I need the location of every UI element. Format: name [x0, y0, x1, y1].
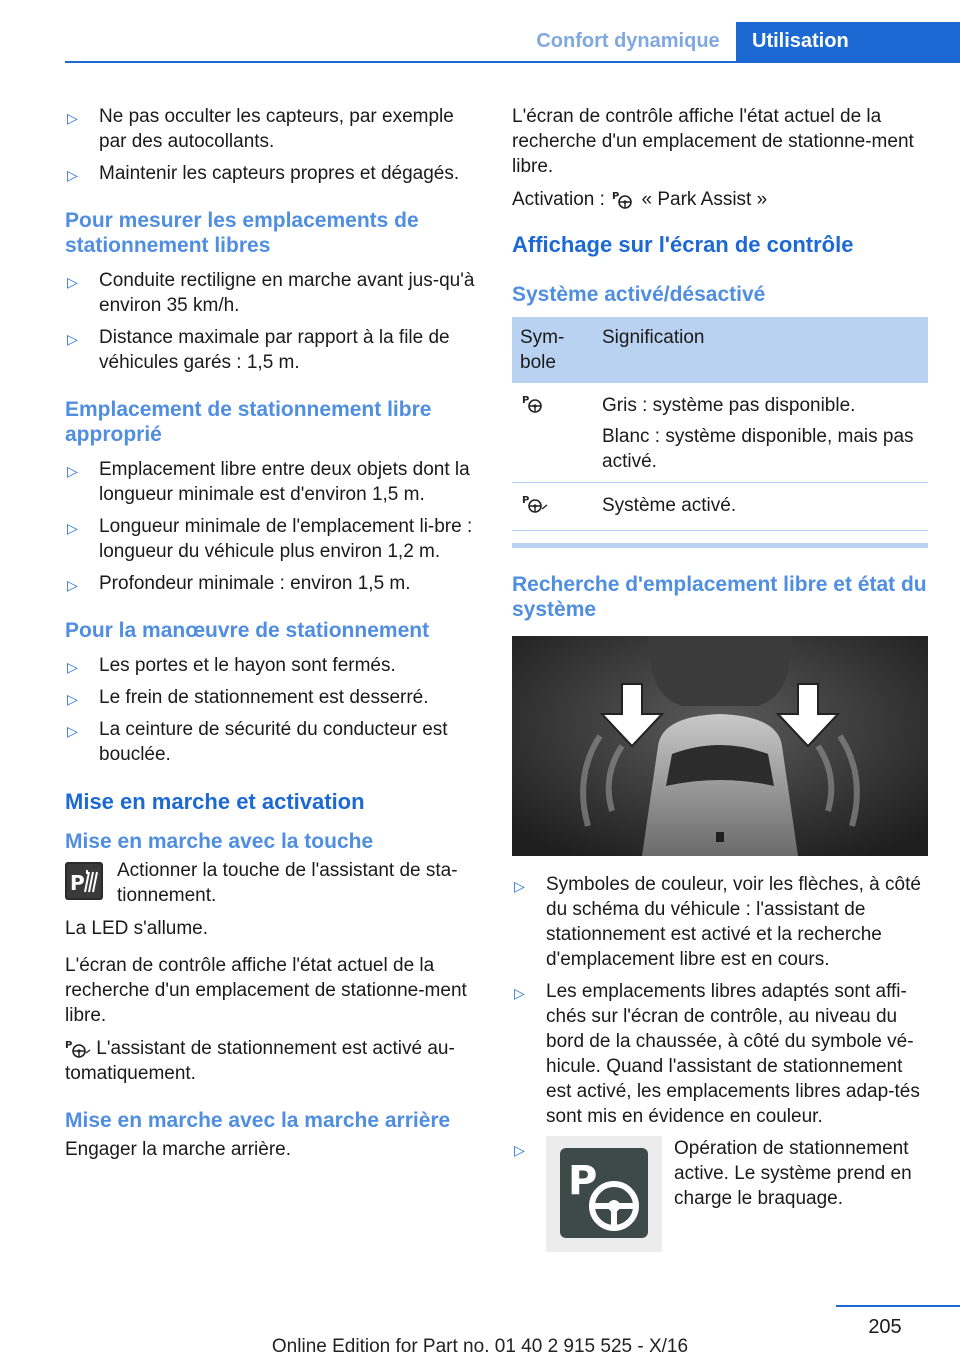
svg-text:P: P	[568, 1158, 598, 1204]
list-item: ▷ Le frein de stationnement est desserré.	[65, 685, 477, 710]
measure-bullet-list	[65, 268, 477, 375]
triangle-bullet-icon: ▷	[67, 331, 78, 347]
list-item: ▷ La ceinture de sécurité du conducteur est bouclée.	[67, 719, 448, 765]
triangle-bullet-icon: ▷	[514, 985, 525, 1001]
triangle-bullet-icon: ▷	[67, 167, 78, 183]
list-item: ▷ Emplacement libre entre deux objets dont la longueur minimale est d'environ 1,5 m.	[67, 459, 470, 505]
triangle-bullet-icon: ▷	[67, 110, 78, 126]
triangle-bullet-icon: ▷	[514, 878, 525, 894]
column-header-symbol: Sym-bole	[512, 317, 594, 383]
start-heading: Mise en marche et activation	[65, 789, 365, 814]
activated-meaning: Système activé.	[594, 483, 928, 531]
park-operation-text: Opération de stationnement active. Le système prend en charge le braquage.	[674, 1138, 912, 1209]
auto-activated-text: P L'assistant de stationnement est activé au-tomatiquement.	[65, 1038, 455, 1084]
triangle-bullet-icon: ▷	[514, 1142, 525, 1158]
header-section: Confort dynamique	[536, 30, 720, 52]
activation-line: Activation : P « Park Assist »	[512, 189, 768, 210]
svg-text:P: P	[522, 395, 530, 406]
park-assist-icon	[610, 189, 636, 211]
edition-footer: Online Edition for Part no. 01 40 2 915 525 - X/16	[271, 1336, 689, 1357]
intro-bullet-list	[65, 104, 477, 186]
triangle-bullet-icon: ▷	[67, 691, 78, 707]
symbol-table	[512, 317, 928, 531]
triangle-bullet-icon: ▷	[67, 577, 78, 593]
list-item: ▷ Maintenir les capteurs propres et dégagés.	[65, 161, 477, 186]
header-chapter: Utilisation	[736, 22, 960, 62]
search-heading: Recherche d'emplacement libre et état du système	[512, 573, 927, 621]
measure-heading: Pour mesurer les emplacements de stationnement libres	[65, 209, 419, 257]
button-heading: Mise en marche avec la touche	[65, 830, 374, 853]
table-header-row	[512, 317, 928, 383]
table-row	[512, 383, 928, 483]
triangle-bullet-icon: ▷	[67, 274, 78, 290]
list-item: ▷ Longueur minimale de l'emplacement li-bre : longueur du véhicule plus environ 1,2 m.	[67, 516, 473, 562]
button-text: Actionner la touche de l'assistant de sta-tionnement.	[117, 860, 458, 906]
left-column	[65, 104, 477, 1170]
screen-status-text: L'écran de contrôle affiche l'état actuel de la recherche d'un emplacement de stationne-ment libre.	[65, 955, 467, 1026]
list-item: ▷ Profondeur minimale : environ 1,5 m.	[65, 571, 477, 596]
space-heading: Emplacement de stationnement libre approprié	[65, 398, 432, 446]
park-assist-activated-icon	[520, 493, 548, 515]
maneuver-heading: Pour la manœuvre de stationnement	[65, 619, 430, 642]
status-heading: Système activé/désactivé	[512, 283, 766, 306]
svg-text:P: P	[522, 495, 530, 506]
led-text: La LED s'allume.	[65, 918, 209, 939]
list-item	[512, 1136, 928, 1258]
reverse-text: Engager la marche arrière.	[65, 1139, 291, 1160]
triangle-bullet-icon: ▷	[67, 659, 78, 675]
park-assist-button-icon	[65, 862, 103, 900]
reverse-heading: Mise en marche avec la marche arrière	[65, 1109, 451, 1132]
svg-text:P: P	[65, 1039, 73, 1051]
parking-steering-icon	[546, 1136, 662, 1252]
vehicle-diagram-image	[512, 636, 928, 856]
list-item: ▷ Conduite rectiligne en marche avant jus-qu'à environ 35 km/h.	[67, 270, 475, 316]
footer-rule	[836, 1305, 960, 1307]
maneuver-bullet-list	[65, 653, 477, 767]
table-end-rule	[512, 543, 928, 548]
display-heading: Affichage sur l'écran de contrôle	[512, 232, 854, 257]
list-item: ▷ Les emplacements libres adaptés sont affi-chés sur l'écran de contrôle, au niveau du bord de la chaussée, à côté du symbole vé-hicule. Quand l'assistant de stationnement est activé, les emplacements libres adap-tés sont mis en évidence en couleur.	[514, 981, 920, 1127]
svg-text:P: P	[70, 871, 85, 895]
list-item: ▷ Ne pas occulter les capteurs, par exemple par des autocollants.	[67, 106, 454, 152]
triangle-bullet-icon: ▷	[67, 723, 78, 739]
white-meaning: Blanc : système disponible, mais pas activé.	[602, 426, 914, 472]
search-bullet-list	[512, 872, 928, 1258]
triangle-bullet-icon: ▷	[67, 520, 78, 536]
park-assist-unavailable-icon	[520, 393, 546, 415]
list-item: ▷ Les portes et le hayon sont fermés.	[65, 653, 477, 678]
header-rule	[65, 61, 960, 63]
page-number: 205	[868, 1316, 902, 1338]
list-item: ▷ Distance maximale par rapport à la file de véhicules garés : 1,5 m.	[67, 327, 450, 373]
gray-meaning: Gris : système pas disponible.	[602, 395, 856, 416]
right-column	[512, 104, 928, 1265]
table-row	[512, 483, 928, 531]
park-assist-active-icon	[65, 1038, 91, 1060]
column-header-meaning: Signification	[594, 317, 928, 383]
page-header	[0, 0, 960, 62]
screen-status-text-right: L'écran de contrôle affiche l'état actuel de la recherche d'un emplacement de stationne-ment libre.	[512, 106, 914, 177]
button-instruction	[65, 858, 477, 908]
list-item: ▷ Symboles de couleur, voir les flèches, à côté du schéma du véhicule : l'assistant de stationnement est activé et la recherche d'emplacement libre est en cours.	[514, 874, 921, 970]
triangle-bullet-icon: ▷	[67, 463, 78, 479]
svg-text:P: P	[612, 190, 620, 202]
space-bullet-list	[65, 457, 477, 596]
